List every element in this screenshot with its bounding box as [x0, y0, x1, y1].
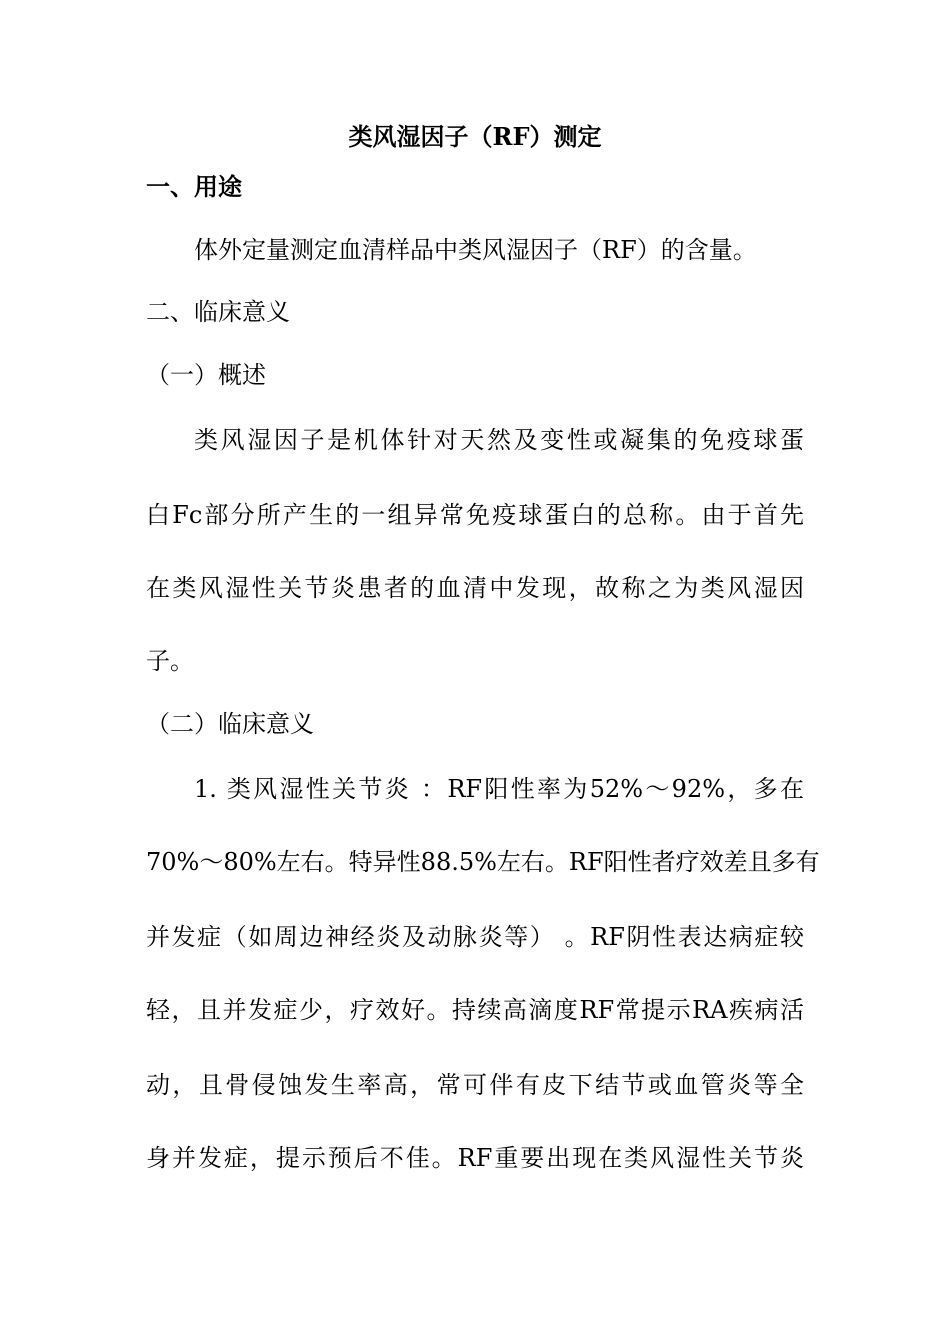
overview-line: 子。	[146, 647, 194, 675]
item1-line: 1. 类风湿性关节炎 ：RF阳性率为52%～92%，多在	[194, 775, 804, 803]
item1-line: 动，且骨侵蚀发生率高，常可伴有皮下结节或血管炎等全	[146, 1071, 804, 1099]
usage-paragraph: 体外定量测定血清样品中类风湿因子（RF）的含量。	[194, 236, 757, 264]
document-title: 类风湿因子（RF）测定	[348, 122, 602, 151]
subsection-heading-overview: （一）概述	[146, 361, 266, 389]
overview-line: 类风湿因子是机体针对天然及变性或凝集的免疫球蛋	[194, 426, 804, 454]
subsection-heading-significance: （二）临床意义	[146, 710, 314, 738]
item1-line: 70%～80%左右。特异性88.5%左右。RF阳性者疗效差且多有	[146, 848, 820, 876]
item1-line: 轻，且并发症少，疗效好。持续高滴度RF常提示RA疾病活	[146, 996, 804, 1024]
item1-line: 并发症（如周边神经炎及动脉炎等） 。RF阴性表达病症较	[146, 923, 804, 951]
section-heading-usage: 一、用途	[146, 172, 242, 201]
overview-line: 在类风湿性关节炎患者的血清中发现，故称之为类风湿因	[146, 574, 804, 602]
section-heading-clinical: 二、临床意义	[146, 298, 290, 326]
overview-line: 白Fc部分所产生的一组异常免疫球蛋白的总称。由于首先	[146, 501, 804, 529]
item1-line: 身并发症，提示预后不佳。RF重要出现在类风湿性关节炎	[146, 1144, 804, 1172]
